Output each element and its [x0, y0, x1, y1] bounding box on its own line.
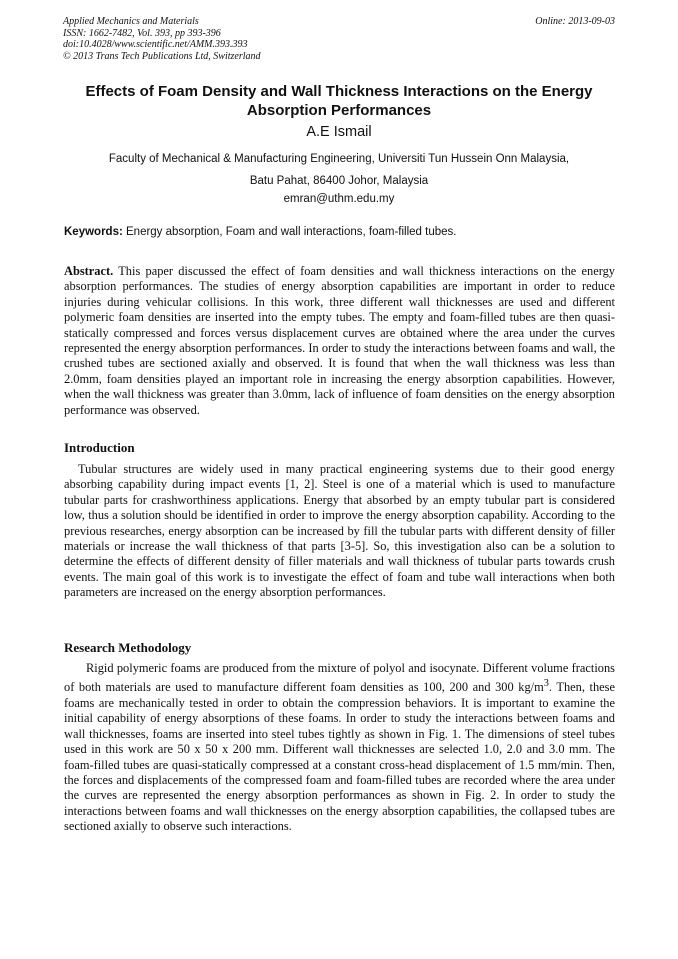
journal-info — [63, 16, 615, 62]
methodology-text-2: . Then, these foams are mechanically tested in order to obtain the compression behaviors. It is important to examine the initial capability of energy absorptions of these foams. In order to study the interactions between foams and wall thicknesses, foams are inserted into steel tubes tightly as shown in Fig. 1. The dimensions of steel tubes used in this work are 50 x 50 x 200 mm. Different wall thicknesses are selected 1.0, 2.0 and 3.0 mm. The foam-filled tubes are quasi-statically compressed at a constant cross-head displacement of 1.5 mm/min. Then, the forces and displacements of the compressed foam and foam-filled tubes are recorded where the area under the curves are represented the energy absorption performances as shown in Fig. 2. In order to study the interactions between foams and wall thicknesses on the energy absorption capabilities, the collapsed tubes are sectioned axially to observe such interactions. — [64, 680, 615, 834]
methodology-text-1: Rigid polymeric foams are produced from the mixture of polyol and isocynate. Different volume fractions of both materials are used to manufacture different foam densities as 100, 200 and 300 kg/m — [64, 661, 615, 695]
introduction-paragraph: Tubular structures are widely used in many practical engineering systems due to their good energy absorbing capability during impact events [1, 2]. Steel is one of a material which is used to manufacture tubular parts for crashworthiness applications. Energy that absorbed by an empty tubular part is considered low, thus a solution should be identified in order to improve the energy absorption capability. According to the previous researches, energy absorption can be increased by fill the tubular parts with different density of filler materials or increase the wall thickness of that parts [3-5]. So, this investigation also can be a solution to determine the effects of different density of filler materials and wall thickness of tubular parts towards crush events. The main goal of this work is to investigate the effect of foam and tube wall interactions when both parameters are increased on the energy absorption performances. — [64, 462, 615, 600]
keywords-label: Keywords: — [64, 226, 123, 238]
abstract-label: Abstract. — [64, 264, 114, 278]
journal-issn: ISSN: 1662-7482, Vol. 393, pp 393-396 — [63, 27, 221, 39]
keywords-text: Energy absorption, Foam and wall interactions, foam-filled tubes. — [126, 226, 457, 238]
abstract-paragraph — [64, 264, 615, 418]
abstract-text: This paper discussed the effect of foam densities and wall thickness interactions on the energy absorption performances. The studies of energy absorption capabilities are important in order to reduce injuries during vehicular collisions. In this work, three different wall thicknesses are used and different polymeric foam densities are inserted into the empty tubes. The empty and foam-filled tubes are then quasi-statically compressed and forces versus displacement curves are obtained where the area under the curves represented the energy absorption performances. In order to study the interactions between foams and wall, the crushed tubes are sectioned axially and observed. It is found that when the wall thickness was less than 2.0mm, foam densities played an important role in increasing the energy absorption capabilities. However, when the wall thickness was greater than 3.0mm, lack of influence of foam densities on the energy absorption performance was observed. — [64, 264, 615, 417]
methodology-heading: Research Methodology — [64, 640, 192, 655]
keywords — [64, 226, 616, 238]
methodology-paragraph — [64, 661, 615, 835]
superscript-3: 3 — [543, 678, 549, 690]
introduction-heading: Introduction — [64, 440, 135, 455]
online-date: Online: 2013-09-03 — [535, 16, 615, 27]
author-email: emran@uthm.edu.my — [283, 193, 395, 205]
affiliation-line-2: Batu Pahat, 86400 Johor, Malaysia — [249, 175, 429, 187]
paper-title: Effects of Foam Density and Wall Thickness Interactions on the Energy Absorption Performances — [85, 83, 593, 119]
affiliation — [60, 148, 618, 192]
journal-header — [63, 16, 615, 62]
journal-name: Applied Mechanics and Materials — [63, 16, 199, 27]
journal-doi: doi:10.4028/www.scientific.net/AMM.393.393 — [63, 39, 248, 50]
author-name: A.E Ismail — [306, 124, 372, 140]
affiliation-line-1: Faculty of Mechanical & Manufacturing Engineering, Universiti Tun Hussein Onn Malaysia, — [108, 153, 570, 165]
journal-copyright: © 2013 Trans Tech Publications Ltd, Switzerland — [63, 50, 261, 62]
